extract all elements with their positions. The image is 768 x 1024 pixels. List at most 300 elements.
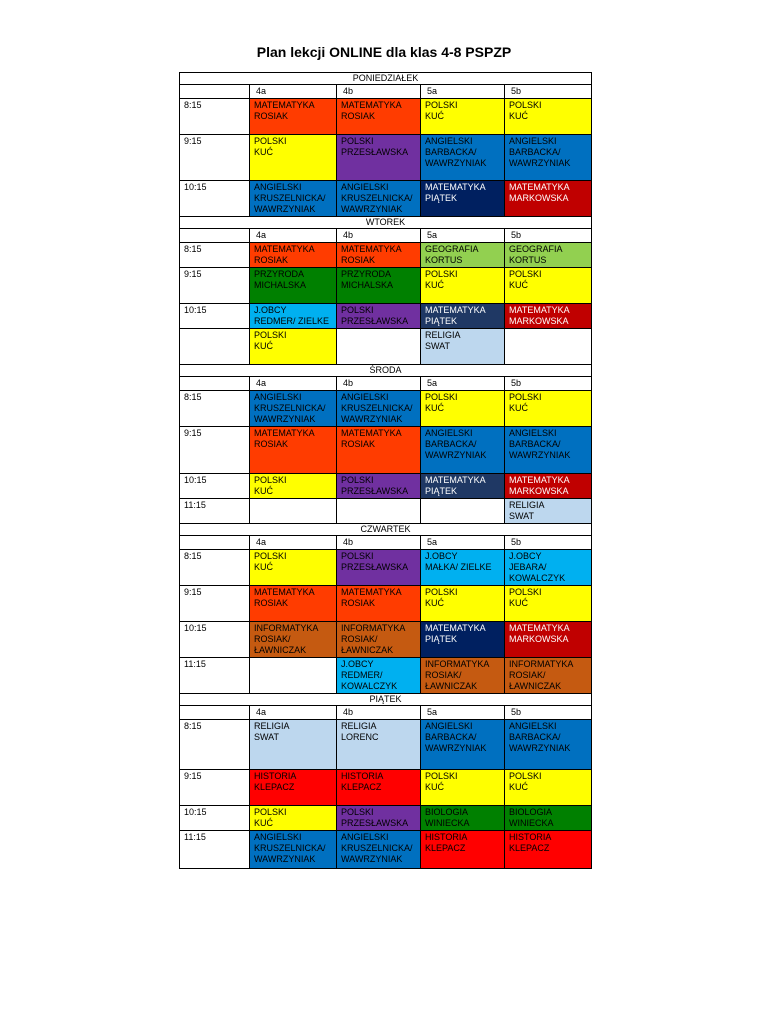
teacher-label: ROSIAK xyxy=(341,255,376,265)
teacher-label: KORTUS xyxy=(509,255,547,265)
subject-label: POLSKI xyxy=(254,330,287,340)
class-header-row xyxy=(180,706,592,720)
lesson-cell xyxy=(505,770,592,806)
teacher-label: ŁAWNICZAK xyxy=(509,681,562,691)
teacher-label: KUĆ xyxy=(254,147,274,157)
subject-label: HISTORIA xyxy=(341,771,384,781)
lesson-cell xyxy=(421,474,505,499)
lesson-cell xyxy=(421,658,505,694)
class-header: 4a xyxy=(250,706,337,720)
lesson-cell xyxy=(250,427,337,474)
lesson-cell xyxy=(337,304,421,329)
subject-label: J.OBCY xyxy=(425,551,458,561)
subject-label: J.OBCY xyxy=(509,551,542,561)
lesson-row xyxy=(180,831,592,869)
lesson-cell xyxy=(505,304,592,329)
lesson-cell xyxy=(505,499,592,524)
subject-label: INFORMATYKA xyxy=(509,659,574,669)
time-cell: 10:15 xyxy=(180,474,250,499)
lesson-cell xyxy=(250,304,337,329)
subject-label: POLSKI xyxy=(425,771,458,781)
time-cell: 8:15 xyxy=(180,99,250,135)
lesson-row xyxy=(180,391,592,427)
teacher-label: WAWRZYNIAK xyxy=(425,743,487,753)
lesson-cell xyxy=(250,329,337,365)
lesson-cell xyxy=(337,474,421,499)
subject-label: PRZYRODA xyxy=(254,269,305,279)
teacher-label: MARKOWSKA xyxy=(509,193,569,203)
class-header-row xyxy=(180,229,592,243)
time-cell: 9:15 xyxy=(180,770,250,806)
teacher-label: BARBACKA/ xyxy=(425,147,477,157)
class-header-blank xyxy=(180,536,250,550)
lesson-cell xyxy=(250,268,337,304)
lesson-row xyxy=(180,99,592,135)
class-header: 5b xyxy=(505,85,592,99)
teacher-label: KUĆ xyxy=(254,341,274,351)
subject-label: ANGIELSKI xyxy=(425,721,473,731)
subject-label: PRZYRODA xyxy=(341,269,392,279)
lesson-row xyxy=(180,622,592,658)
lesson-cell xyxy=(505,135,592,181)
time-cell: 8:15 xyxy=(180,391,250,427)
class-header: 4a xyxy=(250,85,337,99)
teacher-label: KUĆ xyxy=(254,486,274,496)
subject-label: J.OBCY xyxy=(341,659,374,669)
subject-label: MATEMATYKA xyxy=(254,587,315,597)
teacher-label: ROSIAK/ xyxy=(254,634,291,644)
schedule-table xyxy=(179,72,592,869)
lesson-row xyxy=(180,304,592,329)
subject-label: ANGIELSKI xyxy=(254,392,302,402)
subject-label: ANGIELSKI xyxy=(254,182,302,192)
teacher-label: KUĆ xyxy=(425,111,445,121)
time-cell: 9:15 xyxy=(180,586,250,622)
teacher-label: PIĄTEK xyxy=(425,634,458,644)
lesson-cell xyxy=(337,135,421,181)
teacher-label: KOWALCZYK xyxy=(341,681,398,691)
subject-label: MATEMATYKA xyxy=(254,428,315,438)
lesson-cell xyxy=(505,622,592,658)
teacher-label: KLEPACZ xyxy=(254,782,295,792)
subject-label: MATEMATYKA xyxy=(341,100,402,110)
teacher-label: WAWRZYNIAK xyxy=(509,158,571,168)
teacher-label: BARBACKA/ xyxy=(509,439,561,449)
lesson-cell xyxy=(250,806,337,831)
class-header: 5b xyxy=(505,536,592,550)
class-header: 4b xyxy=(337,377,421,391)
day-header: CZWARTEK xyxy=(180,524,592,536)
subject-label: POLSKI xyxy=(341,305,374,315)
subject-label: GEOGRAFIA xyxy=(509,244,563,254)
subject-label: MATEMATYKA xyxy=(254,100,315,110)
subject-label: MATEMATYKA xyxy=(509,623,570,633)
day-header: WTOREK xyxy=(180,217,592,229)
class-header-blank xyxy=(180,377,250,391)
teacher-label: KRUSZELNICKA/ xyxy=(341,193,413,203)
lesson-cell xyxy=(250,391,337,427)
subject-label: MATEMATYKA xyxy=(509,182,570,192)
subject-label: MATEMATYKA xyxy=(341,428,402,438)
teacher-label: ROSIAK xyxy=(254,255,289,265)
teacher-label: BARBACKA/ xyxy=(425,732,477,742)
class-header-blank xyxy=(180,229,250,243)
subject-label: ANGIELSKI xyxy=(341,182,389,192)
lesson-cell xyxy=(421,181,505,217)
day-header: PIĄTEK xyxy=(180,694,592,706)
lesson-cell xyxy=(421,99,505,135)
class-header: 4a xyxy=(250,229,337,243)
teacher-label: MARKOWSKA xyxy=(509,634,569,644)
subject-label: POLSKI xyxy=(254,136,287,146)
lesson-cell xyxy=(421,135,505,181)
subject-label: MATEMATYKA xyxy=(509,305,570,315)
lesson-cell xyxy=(421,391,505,427)
class-header: 4a xyxy=(250,377,337,391)
time-cell: 9:15 xyxy=(180,268,250,304)
subject-label: HISTORIA xyxy=(254,771,297,781)
subject-label: MATEMATYKA xyxy=(341,587,402,597)
teacher-label: KRUSZELNICKA/ xyxy=(254,843,326,853)
subject-label: BIOLOGIA xyxy=(425,807,469,817)
lesson-cell xyxy=(421,720,505,770)
time-cell: 10:15 xyxy=(180,806,250,831)
teacher-label: KUĆ xyxy=(509,280,529,290)
subject-label: BIOLOGIA xyxy=(509,807,553,817)
subject-label: POLSKI xyxy=(425,587,458,597)
class-header: 4a xyxy=(250,536,337,550)
lesson-cell xyxy=(337,243,421,268)
lesson-cell xyxy=(250,622,337,658)
class-header: 5b xyxy=(505,377,592,391)
class-header: 5a xyxy=(421,706,505,720)
teacher-label: BARBACKA/ xyxy=(425,439,477,449)
time-cell: 10:15 xyxy=(180,622,250,658)
subject-label: POLSKI xyxy=(509,392,542,402)
lesson-cell xyxy=(250,135,337,181)
subject-label: INFORMATYKA xyxy=(254,623,319,633)
teacher-label: PRZESŁAWSKA xyxy=(341,486,409,496)
day-header: ŚRODA xyxy=(180,365,592,377)
teacher-label: MARKOWSKA xyxy=(509,486,569,496)
teacher-label: MICHALSKA xyxy=(341,280,394,290)
teacher-label: PRZESŁAWSKA xyxy=(341,316,409,326)
lesson-cell xyxy=(421,499,505,524)
lesson-cell xyxy=(250,550,337,586)
time-cell: 9:15 xyxy=(180,135,250,181)
lesson-cell xyxy=(421,427,505,474)
teacher-label: WINIECKA xyxy=(509,818,554,828)
lesson-cell xyxy=(505,427,592,474)
teacher-label: MARKOWSKA xyxy=(509,316,569,326)
subject-label: POLSKI xyxy=(509,771,542,781)
teacher-label: PIĄTEK xyxy=(425,486,458,496)
lesson-cell xyxy=(505,268,592,304)
lesson-cell xyxy=(337,391,421,427)
subject-label: MATEMATYKA xyxy=(509,475,570,485)
lesson-cell xyxy=(505,586,592,622)
lesson-cell xyxy=(505,806,592,831)
lesson-row xyxy=(180,329,592,365)
teacher-label: WAWRZYNIAK xyxy=(341,204,403,214)
subject-label: HISTORIA xyxy=(425,832,468,842)
day-header-row xyxy=(180,365,592,377)
class-header-blank xyxy=(180,706,250,720)
teacher-label: KUĆ xyxy=(425,280,445,290)
lesson-cell xyxy=(337,586,421,622)
time-cell: 9:15 xyxy=(180,427,250,474)
teacher-label: KUĆ xyxy=(425,782,445,792)
time-cell: 11:15 xyxy=(180,658,250,694)
lesson-cell xyxy=(337,329,421,365)
time-cell: 8:15 xyxy=(180,720,250,770)
time-cell: 10:15 xyxy=(180,181,250,217)
teacher-label: ROSIAK xyxy=(341,439,376,449)
teacher-label: KLEPACZ xyxy=(509,843,550,853)
teacher-label: WAWRZYNIAK xyxy=(425,450,487,460)
subject-label: POLSKI xyxy=(341,136,374,146)
teacher-label: ROSIAK/ xyxy=(425,670,462,680)
subject-label: POLSKI xyxy=(341,807,374,817)
subject-label: POLSKI xyxy=(254,475,287,485)
subject-label: POLSKI xyxy=(425,392,458,402)
subject-label: POLSKI xyxy=(509,587,542,597)
subject-label: RELIGIA xyxy=(254,721,290,731)
lesson-cell xyxy=(250,99,337,135)
class-header: 4b xyxy=(337,536,421,550)
teacher-label: BARBACKA/ xyxy=(509,147,561,157)
teacher-label: WAWRZYNIAK xyxy=(509,450,571,460)
time-cell: 8:15 xyxy=(180,243,250,268)
lesson-cell xyxy=(421,550,505,586)
teacher-label: REDMER/ ZIELKE xyxy=(254,316,330,326)
subject-label: INFORMATYKA xyxy=(341,623,406,633)
teacher-label: LORENC xyxy=(341,732,379,742)
teacher-label: KLEPACZ xyxy=(341,782,382,792)
teacher-label: KUĆ xyxy=(254,562,274,572)
lesson-cell xyxy=(505,99,592,135)
lesson-cell xyxy=(337,181,421,217)
teacher-label: KLEPACZ xyxy=(425,843,466,853)
teacher-label: WAWRZYNIAK xyxy=(341,854,403,864)
teacher-label: ŁAWNICZAK xyxy=(254,645,307,655)
class-header-row xyxy=(180,536,592,550)
class-header-row xyxy=(180,377,592,391)
teacher-label: PRZESŁAWSKA xyxy=(341,147,409,157)
subject-label: ANGIELSKI xyxy=(341,392,389,402)
teacher-label: ROSIAK xyxy=(341,598,376,608)
teacher-label: WAWRZYNIAK xyxy=(509,743,571,753)
subject-label: POLSKI xyxy=(341,475,374,485)
subject-label: ANGIELSKI xyxy=(425,428,473,438)
teacher-label: KUĆ xyxy=(254,818,274,828)
lesson-row xyxy=(180,770,592,806)
teacher-label: KRUSZELNICKA/ xyxy=(341,403,413,413)
lesson-cell xyxy=(505,329,592,365)
teacher-label: ŁAWNICZAK xyxy=(425,681,478,691)
lesson-cell xyxy=(337,499,421,524)
teacher-label: KUĆ xyxy=(509,782,529,792)
lesson-cell xyxy=(250,831,337,869)
teacher-label: BARBACKA/ xyxy=(509,732,561,742)
teacher-label: SWAT xyxy=(254,732,279,742)
subject-label: RELIGIA xyxy=(425,330,461,340)
subject-label: ANGIELSKI xyxy=(509,721,557,731)
teacher-label: PRZESŁAWSKA xyxy=(341,818,409,828)
subject-label: MATEMATYKA xyxy=(425,305,486,315)
teacher-label: KUĆ xyxy=(425,598,445,608)
class-header-row xyxy=(180,85,592,99)
lesson-cell xyxy=(421,622,505,658)
subject-label: ANGIELSKI xyxy=(509,136,557,146)
subject-label: MATEMATYKA xyxy=(341,244,402,254)
class-header: 5a xyxy=(421,229,505,243)
teacher-label: WINIECKA xyxy=(425,818,470,828)
lesson-cell xyxy=(421,831,505,869)
lesson-cell xyxy=(337,770,421,806)
lesson-cell xyxy=(337,268,421,304)
class-header: 4b xyxy=(337,85,421,99)
lesson-cell xyxy=(505,391,592,427)
time-cell: 10:15 xyxy=(180,304,250,329)
teacher-label: KRUSZELNICKA/ xyxy=(341,843,413,853)
class-header-blank xyxy=(180,85,250,99)
lesson-cell xyxy=(421,329,505,365)
lesson-cell xyxy=(337,806,421,831)
lesson-row xyxy=(180,181,592,217)
teacher-label: ROSIAK xyxy=(254,111,289,121)
subject-label: POLSKI xyxy=(509,100,542,110)
lesson-cell xyxy=(505,181,592,217)
lesson-cell xyxy=(421,806,505,831)
teacher-label: JEBARA/ xyxy=(509,562,547,572)
time-cell: 11:15 xyxy=(180,831,250,869)
lesson-cell xyxy=(337,622,421,658)
subject-label: INFORMATYKA xyxy=(425,659,490,669)
schedule-body xyxy=(180,73,592,869)
lesson-cell xyxy=(250,243,337,268)
class-header: 5a xyxy=(421,377,505,391)
lesson-cell xyxy=(337,427,421,474)
teacher-label: SWAT xyxy=(509,511,534,521)
subject-label: POLSKI xyxy=(425,100,458,110)
subject-label: ANGIELSKI xyxy=(254,832,302,842)
day-header-row xyxy=(180,524,592,536)
lesson-cell xyxy=(505,243,592,268)
day-header-row xyxy=(180,694,592,706)
subject-label: GEOGRAFIA xyxy=(425,244,479,254)
teacher-label: WAWRZYNIAK xyxy=(254,854,316,864)
lesson-cell xyxy=(250,770,337,806)
teacher-label: ROSIAK xyxy=(254,439,289,449)
subject-label: HISTORIA xyxy=(509,832,552,842)
teacher-label: SWAT xyxy=(425,341,450,351)
class-header: 4b xyxy=(337,706,421,720)
lesson-cell xyxy=(250,499,337,524)
lesson-cell xyxy=(337,720,421,770)
page-title: Plan lekcji ONLINE dla klas 4-8 PSPZP xyxy=(256,44,512,60)
teacher-label: PIĄTEK xyxy=(425,316,458,326)
subject-label: ANGIELSKI xyxy=(425,136,473,146)
lesson-cell xyxy=(505,720,592,770)
day-header: PONIEDZIAŁEK xyxy=(180,73,592,85)
teacher-label: KUĆ xyxy=(425,403,445,413)
teacher-label: KOWALCZYK xyxy=(509,573,566,583)
teacher-label: ROSIAK/ xyxy=(509,670,546,680)
subject-label: MATEMATYKA xyxy=(425,475,486,485)
class-header: 5a xyxy=(421,536,505,550)
lesson-row xyxy=(180,499,592,524)
teacher-label: WAWRZYNIAK xyxy=(425,158,487,168)
teacher-label: WAWRZYNIAK xyxy=(254,414,316,424)
lesson-row xyxy=(180,658,592,694)
class-header: 5a xyxy=(421,85,505,99)
lesson-row xyxy=(180,586,592,622)
teacher-label: KRUSZELNICKA/ xyxy=(254,193,326,203)
lesson-cell xyxy=(505,831,592,869)
time-cell: 11:15 xyxy=(180,499,250,524)
lesson-cell xyxy=(505,474,592,499)
subject-label: POLSKI xyxy=(254,807,287,817)
time-cell xyxy=(180,329,250,365)
class-header: 5b xyxy=(505,229,592,243)
lesson-row xyxy=(180,427,592,474)
teacher-label: ROSIAK xyxy=(254,598,289,608)
lesson-row xyxy=(180,806,592,831)
subject-label: MATEMATYKA xyxy=(425,182,486,192)
subject-label: POLSKI xyxy=(254,551,287,561)
lesson-row xyxy=(180,135,592,181)
lesson-cell xyxy=(250,474,337,499)
lesson-cell xyxy=(337,99,421,135)
subject-label: ANGIELSKI xyxy=(341,832,389,842)
teacher-label: WAWRZYNIAK xyxy=(341,414,403,424)
subject-label: MATEMATYKA xyxy=(425,623,486,633)
lesson-cell xyxy=(250,586,337,622)
teacher-label: PRZESŁAWSKA xyxy=(341,562,409,572)
lesson-cell xyxy=(337,550,421,586)
teacher-label: MAŁKA/ ZIELKE xyxy=(425,562,492,572)
class-header: 5b xyxy=(505,706,592,720)
lesson-row xyxy=(180,243,592,268)
day-header-row xyxy=(180,73,592,85)
subject-label: POLSKI xyxy=(341,551,374,561)
time-cell: 8:15 xyxy=(180,550,250,586)
lesson-row xyxy=(180,720,592,770)
lesson-cell xyxy=(250,658,337,694)
lesson-cell xyxy=(505,550,592,586)
teacher-label: ROSIAK/ xyxy=(341,634,378,644)
subject-label: POLSKI xyxy=(425,269,458,279)
teacher-label: KUĆ xyxy=(509,111,529,121)
teacher-label: ROSIAK xyxy=(341,111,376,121)
subject-label: MATEMATYKA xyxy=(254,244,315,254)
lesson-cell xyxy=(250,720,337,770)
lesson-cell xyxy=(250,181,337,217)
teacher-label: PIĄTEK xyxy=(425,193,458,203)
lesson-cell xyxy=(337,658,421,694)
lesson-cell xyxy=(337,831,421,869)
lesson-cell xyxy=(421,770,505,806)
teacher-label: KUĆ xyxy=(509,598,529,608)
lesson-cell xyxy=(505,658,592,694)
lesson-cell xyxy=(421,586,505,622)
lesson-cell xyxy=(421,304,505,329)
day-header-row xyxy=(180,217,592,229)
class-header: 4b xyxy=(337,229,421,243)
subject-label: ANGIELSKI xyxy=(509,428,557,438)
lesson-row xyxy=(180,268,592,304)
